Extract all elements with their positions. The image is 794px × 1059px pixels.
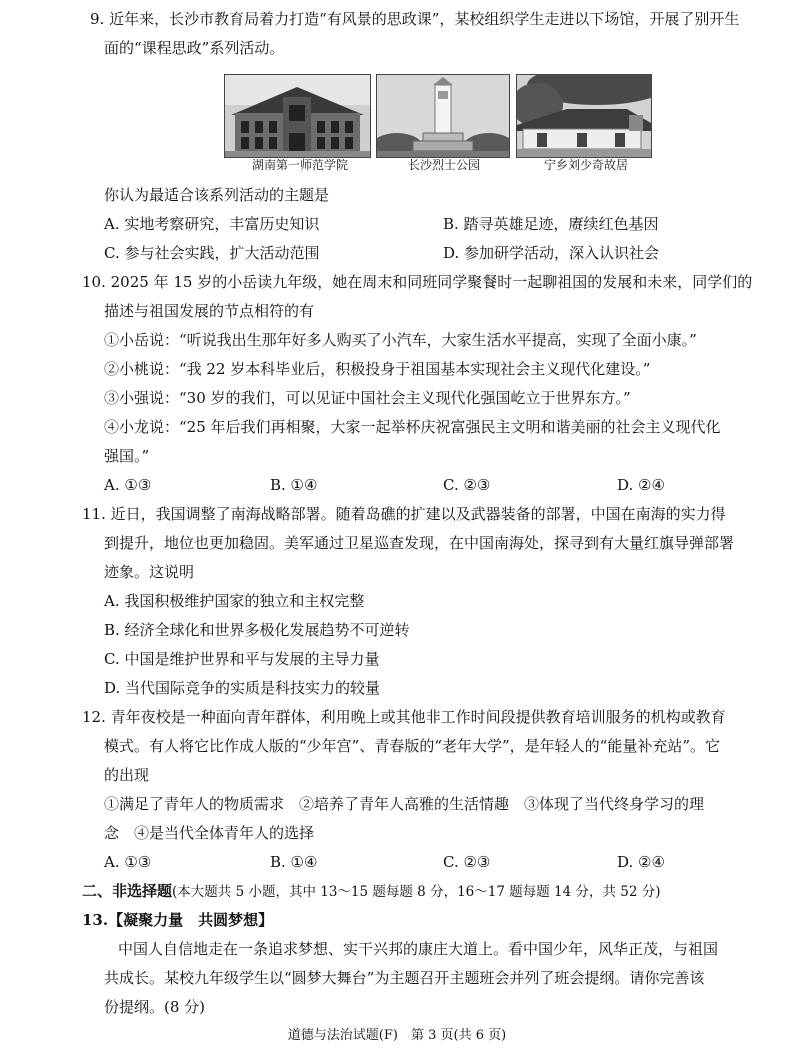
q9-option-a: A. 实地考察研究，丰富历史知识 — [104, 215, 320, 233]
q10-option-d: D. ②④ — [617, 476, 665, 494]
q11-stem-line1: 11. 近日，我国调整了南海战略部署。随着岛礁的扩建以及武器装备的部署，中国在南海的实力得 — [82, 505, 726, 523]
q11-stem-line2: 到提升，地位也更加稳固。美军通过卫星巡查发现，在中国南海处，探寻到有大量红旗导弹部署 — [104, 534, 735, 552]
q12-statements-line1: ①满足了青年人的物质需求 ②培养了青年人高雅的生活情趣 ③体现了当代终身学习的理 — [104, 795, 705, 813]
q9-stem-line2: 面的“课程思政”系列活动。 — [104, 39, 285, 57]
photo-martyrs-park — [376, 74, 510, 158]
q12-stem-line1: 12. 青年夜校是一种面向青年群体，利用晚上或其他非工作时间段提供教育培训服务的机构或教育 — [82, 708, 726, 726]
q11-option-d: D. 当代国际竞争的实质是科技实力的较量 — [104, 679, 381, 697]
q12-stem-line3: 的出现 — [104, 766, 150, 784]
q13-paragraph-line1: 中国人自信地走在一条追求梦想、实干兴邦的康庄大道上。看中国少年，风华正茂，与祖国 — [118, 940, 719, 958]
q11-option-a: A. 我国积极维护国家的独立和主权完整 — [104, 592, 365, 610]
q10-option-b: B. ①④ — [270, 476, 318, 494]
q12-option-c: C. ②③ — [443, 853, 491, 871]
q13-paragraph-line2: 共成长。某校九年级学生以“圆梦大舞台”为主题召开主题班会并列了班会提纲。请你完善该 — [104, 969, 705, 987]
caption-liu-shaoqi-residence: 宁乡刘少奇故居 — [544, 158, 629, 172]
q12-option-a: A. ①③ — [104, 853, 152, 871]
q10-option-c: C. ②③ — [443, 476, 491, 494]
q10-stem-line2: 描述与祖国发展的节点相符的有 — [104, 302, 315, 320]
q10-statement-4a: ④小龙说：“25 年后我们再相聚，大家一起举杯庆祝富强民主文明和谐美丽的社会主义现代化 — [104, 418, 721, 436]
q10-statement-1: ①小岳说：“听说我出生那年好多人购买了小汽车，大家生活水平提高，实现了全面小康。” — [104, 331, 697, 349]
q11-option-b: B. 经济全球化和世界多极化发展趋势不可逆转 — [104, 621, 410, 639]
q10-stem-line1: 10. 2025 年 15 岁的小岳读九年级，她在周末和同班同学聚餐时一起聊祖国的发展和未来，同学们的 — [82, 273, 753, 291]
page-footer: 道德与法治试题(F) 第 3 页(共 6 页) — [287, 1028, 507, 1043]
q10-statement-4b: 强国。” — [104, 447, 150, 465]
q9-option-b: B. 踏寻英雄足迹，赓续红色基因 — [443, 215, 659, 233]
q13-heading: 13.【凝聚力量 共圆梦想】 — [82, 911, 274, 929]
q12-stem-line2: 模式。有人将它比作成人版的“少年宫”、青春版的“老年大学”，是年轻人的“能量补充站”。它 — [104, 737, 721, 755]
q9-option-c: C. 参与社会实践，扩大活动范围 — [104, 244, 320, 262]
q12-statements-line2: 念 ④是当代全体青年人的选择 — [104, 824, 315, 842]
photo-first-normal-college — [224, 74, 371, 158]
q10-statement-2: ②小桃说：“我 22 岁本科毕业后，积极投身于祖国基本实现社会主义现代化建设。” — [104, 360, 651, 378]
q9-option-d: D. 参加研学活动，深入认识社会 — [443, 244, 660, 262]
section2-note: (本大题共 5 小题，其中 13～15 题每题 8 分，16～17 题每题 14 分，共 52 分) — [172, 884, 661, 900]
caption-first-normal-college: 湖南第一师范学院 — [252, 158, 349, 172]
q13-paragraph-line3: 份提纲。(8 分) — [104, 998, 206, 1016]
q11-stem-line3: 迹象。这说明 — [104, 563, 195, 581]
q11-option-c: C. 中国是维护世界和平与发展的主导力量 — [104, 650, 380, 668]
q10-statement-3: ③小强说：“30 岁的我们，可以见证中国社会主义现代化强国屹立于世界东方。” — [104, 389, 631, 407]
section2-title: 二、非选择题 — [82, 882, 173, 900]
photo-liu-shaoqi-residence — [516, 74, 652, 158]
q10-option-a: A. ①③ — [104, 476, 152, 494]
q9-stem-line1: 9. 近年来，长沙市教育局着力打造“有风景的思政课”，某校组织学生走进以下场馆，开展了别开生 — [90, 10, 740, 28]
q12-option-b: B. ①④ — [270, 853, 318, 871]
section2-heading — [82, 877, 661, 907]
q9-prompt: 你认为最适合该系列活动的主题是 — [104, 186, 330, 204]
q12-option-d: D. ②④ — [617, 853, 665, 871]
caption-martyrs-park: 长沙烈士公园 — [408, 158, 481, 172]
